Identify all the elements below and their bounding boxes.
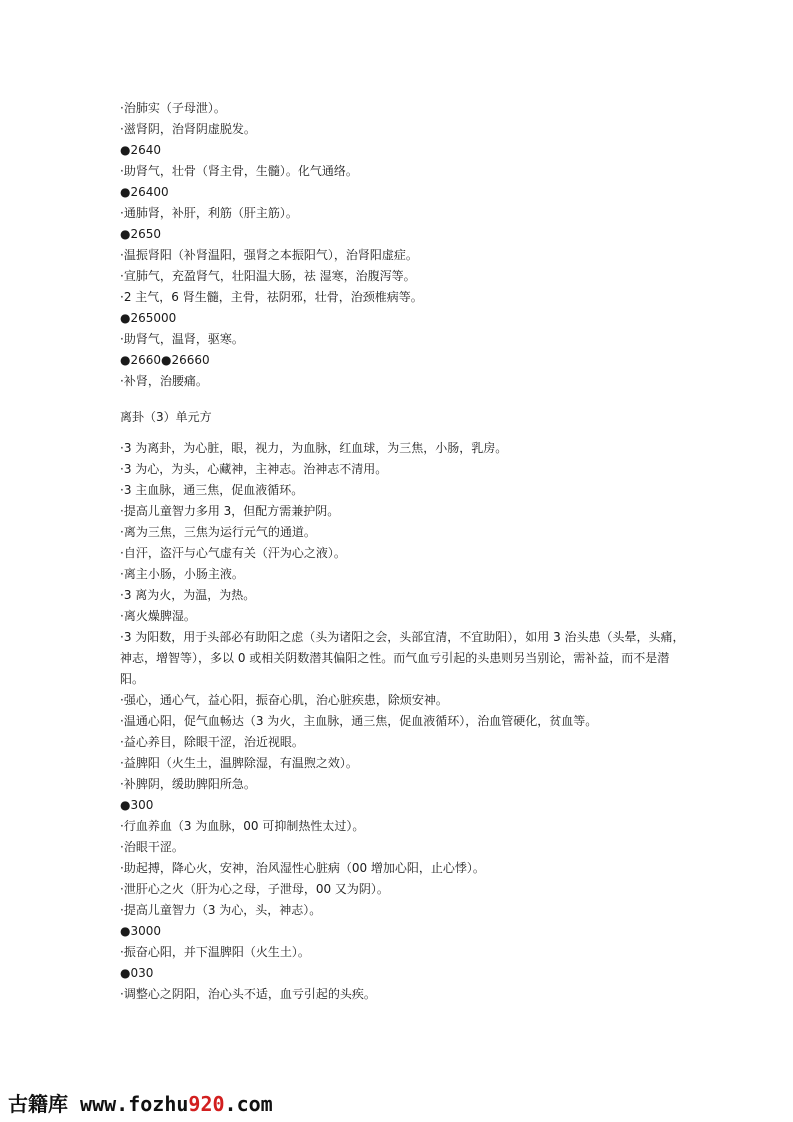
text-line: ·2 主气，6 肾生髓，主骨，祛阴邪，壮骨，治颈椎病等。 [120,290,423,304]
text-line: ·振奋心阳，并下温脾阳（火生土）。 [120,945,310,959]
text-line: ·助肾气，壮骨（肾主骨，生髓）。化气通络。 [120,164,358,178]
text-line: ·行血养血（3 为血脉，00 可抑制热性太过）。 [120,819,365,833]
text-line: ·3 为阳数，用于头部必有助阳之虑（头为诸阳之会，头部宜清，不宜助阳），如用 3 治头患（头晕，头痛，神志，增智等），多以 0 或相关阴数潜其偏阳之性。而气血亏引起的头患则另当别论，需补益，而不是潜阳。 [120,630,685,686]
formula-code: ●26400 [120,185,169,199]
text-line: ·提高儿童智力多用 3，但配方需兼护阴。 [120,504,340,518]
text-line: ·3 主血脉，通三焦，促血液循环。 [120,483,304,497]
spacer [120,392,690,407]
text-line: ·通肺肾，补肝，利筋（肝主筋）。 [120,206,298,220]
watermark-number: 920 [188,1092,225,1116]
formula-code: ●300 [120,798,154,812]
text-line: ·离火燥脾湿。 [120,609,196,623]
section-li-formulas [120,438,690,1005]
formula-code: ●265000 [120,311,177,325]
text-line: ·治肺实（子母泄）。 [120,101,226,115]
watermark-text: 古籍库 www.fozhu [8,1092,189,1116]
section-title: 离卦（3）单元方 [120,410,212,424]
text-line: ·治眼干涩。 [120,840,184,854]
formula-code: ●2640 [120,143,162,157]
text-line: ·调整心之阴阳，治心头不适，血亏引起的头疾。 [120,987,376,1001]
text-line: ·温振肾阳（补肾温阳，强肾之本振阳气），治肾阳虚症。 [120,248,418,262]
text-line: ·3 为离卦，为心脏，眼，视力，为血脉，红血球，为三焦，小肠，乳房。 [120,441,508,455]
text-line: ·补肾，治腰痛。 [120,374,208,388]
text-line: ·滋肾阴，治肾阴虚脱发。 [120,122,256,136]
spacer [120,428,690,438]
document-body [120,98,690,1005]
text-line: ·益脾阳（火生土，温脾除湿，有温煦之效）。 [120,756,358,770]
site-watermark [8,1088,273,1117]
text-line: ·3 为心，为头，心藏神，主神志。治神志不清用。 [120,462,388,476]
text-line: ·3 离为火，为温，为热。 [120,588,256,602]
section-kan-formulas [120,98,690,392]
formula-code: ●2650 [120,227,162,241]
text-line: ·离主小肠，小肠主液。 [120,567,244,581]
text-line: ·强心，通心气，益心阳，振奋心肌，治心脏疾患，除烦安神。 [120,693,448,707]
formula-code: ●030 [120,966,154,980]
text-line: ·离为三焦，三焦为运行元气的通道。 [120,525,316,539]
formula-code: ●3000 [120,924,162,938]
text-line: ·自汗，盗汗与心气虚有关（汗为心之液）。 [120,546,346,560]
text-line: ·助起搏，降心火，安神，治风湿性心脏病（00 增加心阳，止心悸）。 [120,861,485,875]
text-line: ·助肾气，温肾，驱寒。 [120,332,244,346]
text-line: ·提高儿童智力（3 为心，头，神志）。 [120,903,322,917]
watermark-domain: .com [224,1092,273,1116]
formula-code: ●2660●26660 [120,353,210,367]
text-line: ·泄肝心之火（肝为心之母，子泄母，00 又为阴）。 [120,882,389,896]
text-line: ·温通心阳，促气血畅达（3 为火，主血脉，通三焦，促血液循环），治血管硬化，贫血等。 [120,714,598,728]
text-line: ·益心养目，除眼干涩，治近视眼。 [120,735,304,749]
text-line: ·宣肺气，充盈肾气，壮阳温大肠，祛 湿寒，治腹泻等。 [120,269,416,283]
text-line: ·补脾阴，缓助脾阳所急。 [120,777,256,791]
